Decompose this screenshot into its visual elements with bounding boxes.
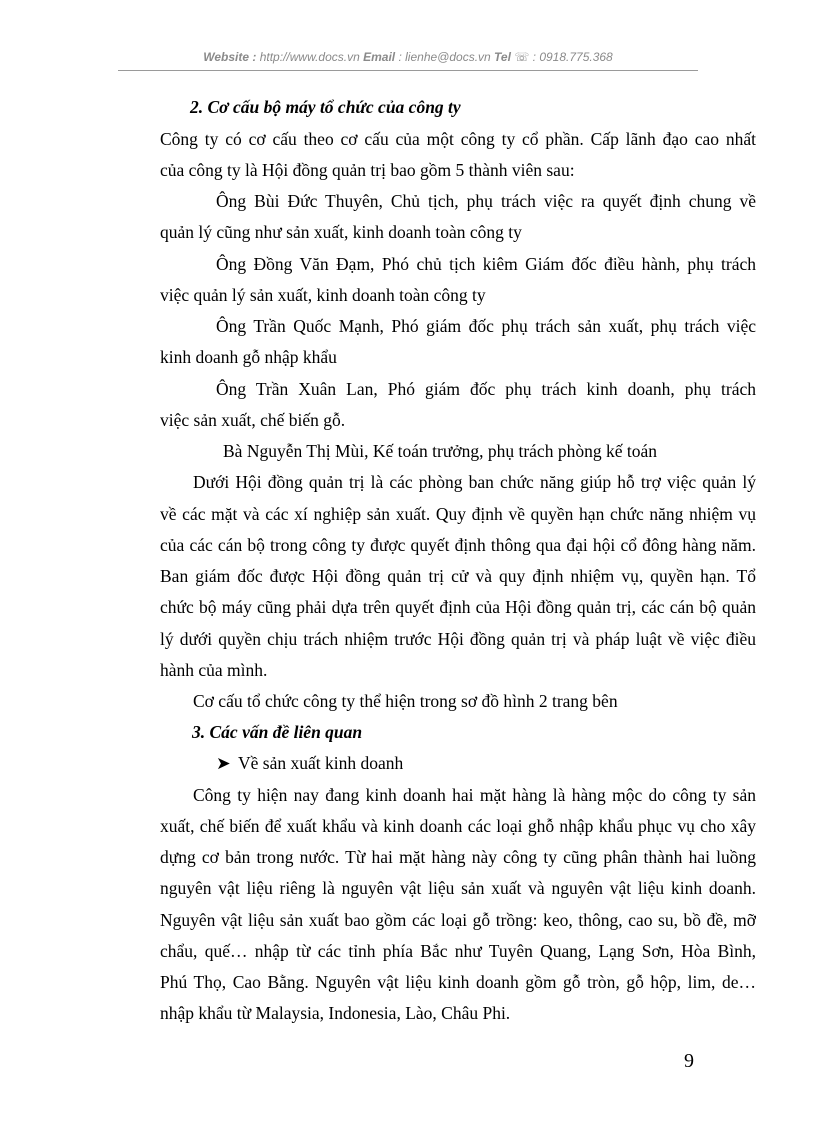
email-label: Email bbox=[363, 50, 396, 64]
paragraph-line: Phú Thọ, Cao Bằng. Nguyên vật liệu kinh doanh gồm gỗ tròn, gỗ hộp, lim, de… bbox=[160, 972, 756, 992]
arrow-bullet-icon: ➤ bbox=[216, 753, 231, 773]
paragraph-line: về các mặt và các xí nghiệp sản xuất. Quy định về quyền hạn chức năng nhiệm vụ bbox=[160, 504, 756, 524]
paragraph-line: chẩu, quế… nhập từ các tỉnh phía Bắc như Tuyên Quang, Lạng Sơn, Hòa Bình, bbox=[160, 941, 756, 961]
paragraph-line: Công ty có cơ cấu theo cơ cấu của một công ty cổ phần. Cấp lãnh đạo cao nhất bbox=[160, 129, 756, 149]
tel-value: : 0918.775.368 bbox=[532, 50, 613, 64]
paragraph-line: Ông Trần Quốc Mạnh, Phó giám đốc phụ trách sản xuất, phụ trách việc bbox=[216, 316, 756, 336]
bullet-item bbox=[216, 751, 812, 775]
paragraph-line: Dưới Hội đồng quản trị là các phòng ban chức năng giúp hỗ trợ việc quản lý bbox=[193, 472, 756, 492]
paragraph-line: Bà Nguyễn Thị Mùi, Kế toán trưởng, phụ trách phòng kế toán bbox=[223, 441, 657, 461]
paragraph-line: của công ty là Hội đồng quản trị bao gồm 5 thành viên sau: bbox=[160, 160, 575, 180]
paragraph-line: chức bộ máy cũng phải dựa trên quyết định của Hội đồng quản trị, các cán bộ quản bbox=[160, 597, 756, 617]
paragraph-line: kinh doanh gỗ nhập khẩu bbox=[160, 347, 337, 367]
paragraph-line: Cơ cấu tổ chức công ty thể hiện trong sơ đồ hình 2 trang bên bbox=[193, 691, 618, 711]
phone-icon: ☏ bbox=[514, 50, 530, 64]
paragraph-line: Ông Bùi Đức Thuyên, Chủ tịch, phụ trách việc ra quyết định chung về bbox=[216, 191, 756, 211]
paragraph-line: của các cán bộ trong công ty được quyết định thông qua đại hội cổ đông hàng năm. bbox=[160, 535, 756, 555]
tel-label: Tel bbox=[494, 50, 511, 64]
paragraph-line: việc sản xuất, chế biến gỗ. bbox=[160, 410, 346, 430]
paragraph-line: dựng cơ bản trong nước. Từ hai mặt hàng này công ty cũng phân thành hai luồng bbox=[160, 847, 756, 867]
paragraph-line: nhập khẩu từ Malaysia, Indonesia, Lào, Châu Phi. bbox=[160, 1003, 511, 1023]
paragraph-line: lý dưới quyền chịu trách nhiệm trước Hội đồng quản trị và pháp luật về việc điều bbox=[160, 629, 756, 649]
paragraph-line: Nguyên vật liệu sản xuất bao gồm các loại gỗ trồng: keo, thông, cao su, bồ đề, mỡ bbox=[160, 910, 756, 930]
paragraph-line: hành của mình. bbox=[160, 660, 268, 680]
paragraph-line: Ban giám đốc được Hội đồng quản trị cử và quy định nhiệm vụ, quyền hạn. Tổ bbox=[160, 566, 756, 586]
page-header bbox=[118, 50, 698, 64]
section-2-heading: 2. Cơ cấu bộ máy tổ chức của công ty bbox=[190, 97, 461, 117]
header-divider bbox=[118, 70, 698, 71]
email-link[interactable]: : lienhe@docs.vn bbox=[398, 50, 491, 64]
paragraph-line: Công ty hiện nay đang kinh doanh hai mặt hàng là hàng mộc do công ty sản bbox=[193, 785, 756, 805]
paragraph-line: xuất, chế biến để xuất khẩu và kinh doanh các loại ghỗ nhập khẩu phục vụ cho xây bbox=[160, 816, 756, 836]
paragraph-line: quản lý cũng như sản xuất, kinh doanh toàn công ty bbox=[160, 222, 522, 242]
paragraph-line: Ông Đồng Văn Đạm, Phó chủ tịch kiêm Giám đốc điều hành, phụ trách bbox=[216, 254, 756, 274]
paragraph-line: việc quản lý sản xuất, kinh doanh toàn công ty bbox=[160, 285, 486, 305]
bullet-text: Về sản xuất kinh doanh bbox=[238, 753, 404, 773]
paragraph-line: Ông Trần Xuân Lan, Phó giám đốc phụ trách kinh doanh, phụ trách bbox=[216, 379, 756, 399]
page-number: 9 bbox=[684, 1050, 694, 1072]
section-3-heading: 3. Các vấn đề liên quan bbox=[192, 722, 363, 742]
website-link[interactable]: http://www.docs.vn bbox=[259, 50, 360, 64]
paragraph-line: nguyên vật liệu riêng là nguyên vật liệu sản xuất và nguyên vật liệu kinh doanh. bbox=[160, 878, 756, 898]
website-label: Website : bbox=[203, 50, 257, 64]
